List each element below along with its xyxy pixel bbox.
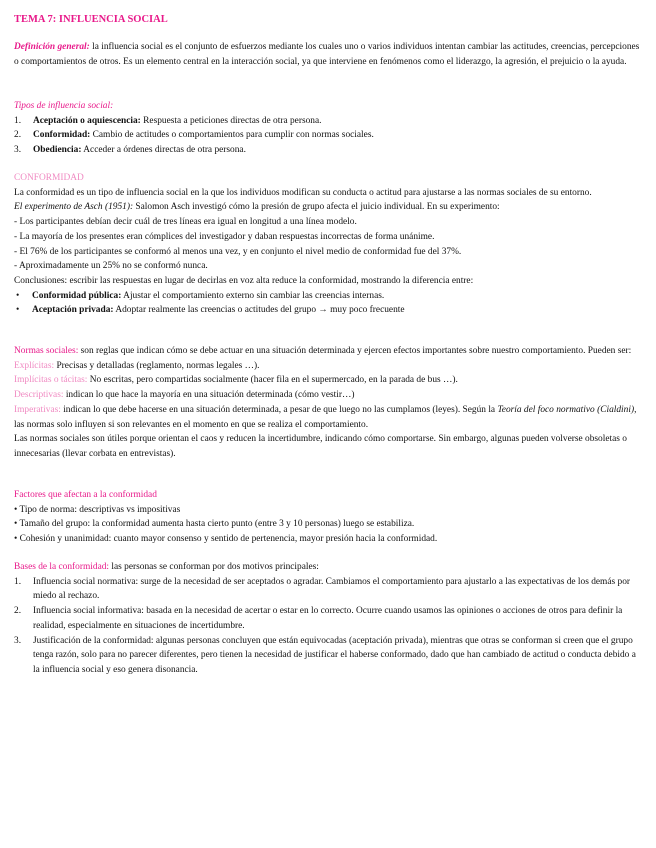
list-term: Obediencia: xyxy=(33,145,82,156)
list-text: Respuesta a peticiones directas de otra persona. xyxy=(140,115,322,126)
definition-label: Definición general: xyxy=(14,42,90,52)
list-number: 2. xyxy=(14,606,22,617)
list-text: Influencia social normativa: surge de la necesidad de ser aceptados o agradar. Cambiamos el comportamiento para ajustarlo a las expectativas de los demás por miedo al rechazo. xyxy=(33,576,631,602)
definition-text: la influencia social es el conjunto de esfuerzos mediante los cuales uno o varios individuos intentan cambiar las actitudes, creencias, percepciones o comportamientos de otros. Es un elemento central en la interacción social, ya que interviene en fenómenos como el liderazgo, la agresión, el prejuicio o la ayuda. xyxy=(14,42,640,67)
factor-item: • Tipo de norma: descriptivas vs impositivas xyxy=(14,504,181,515)
asch-label: El experimento de Asch (1951): xyxy=(14,202,134,213)
norm-type xyxy=(14,403,642,432)
norms-section xyxy=(14,344,642,462)
types-section xyxy=(14,99,642,158)
asch-item: - El 76% de los participantes se conformó al menos una vez, y en conjunto el nivel medio de conformidad fue del 37%. xyxy=(14,246,462,257)
list-text: Cambio de actitudes o comportamientos para cumplir con normas sociales. xyxy=(90,130,374,141)
bullet-text: Ajustar el comportamiento externo sin cambiar las creencias internas. xyxy=(121,290,385,301)
norm-type xyxy=(14,359,642,374)
norm-type xyxy=(14,388,642,403)
list-number: 1. xyxy=(14,115,22,126)
list-term: Conformidad: xyxy=(33,130,91,141)
bases-text: las personas se conforman por dos motivos principales: xyxy=(109,562,319,572)
bullet-icon: • xyxy=(16,290,20,301)
list-number: 3. xyxy=(14,635,22,646)
norm-type-name: Imperativas: xyxy=(14,404,61,415)
bullet-item xyxy=(14,303,642,318)
list-text: Influencia social informativa: basada en la necesidad de acertar o estar en lo correcto. Ocurre cuando usamos las opiniones o acciones de otros para definir la realidad, especialmente en situaciones de incertidumbre. xyxy=(33,606,623,631)
norm-type-text: Precisas y detalladas (reglamento, normas legales …). xyxy=(54,360,260,371)
list-number: 3. xyxy=(14,145,22,156)
list-item xyxy=(14,128,642,143)
conformity-intro: La conformidad es un tipo de influencia social en la que los individuos modifican su conducta o actitud para ajustarse a las normas sociales de su entorno. xyxy=(14,187,592,198)
asch-item: - Aproximadamente un 25% no se conformó nunca. xyxy=(14,261,208,272)
list-item xyxy=(14,604,642,633)
asch-item: - Los participantes debían decir cuál de tres líneas era igual en longitud a una línea modelo. xyxy=(14,217,357,228)
bases-label: Bases de la conformidad: xyxy=(14,562,110,572)
norm-type-name: Implícitas o tácitas: xyxy=(14,375,88,386)
norm-type-name: Descriptivas: xyxy=(14,390,64,401)
bullet-term: Conformidad pública: xyxy=(32,290,122,301)
list-item xyxy=(14,634,642,678)
factor-item: • Tamaño del grupo: la conformidad aumenta hasta cierto punto (entre 3 y 10 personas) luego se estabiliza. xyxy=(14,519,415,530)
bullet-text: Adoptar realmente las creencias o actitudes del grupo → muy poco frecuente xyxy=(113,305,405,316)
factors-section xyxy=(14,488,642,547)
norm-type-name: Explícitas: xyxy=(14,360,55,371)
asch-paragraph xyxy=(14,200,642,215)
norms-final: Las normas sociales son útiles porque orientan el caos y reducen la incertidumbre, indicando cómo comportarse. Sin embargo, algunas pueden volverse obsoletas o innecesarias (llevar corbata en entrevistas). xyxy=(14,434,627,459)
norm-type-text: , las normas solo influyen si son relevantes en el momento en que se realiza el comportamiento. xyxy=(14,404,637,430)
norm-type-text: indican lo que debe hacerse en una situación determinada, a pesar de que luego no las cumplamos (leyes). Según la xyxy=(60,404,498,415)
types-heading: Tipos de influencia social: xyxy=(14,101,114,111)
list-number: 1. xyxy=(14,576,22,587)
list-item xyxy=(14,114,642,129)
norms-intro xyxy=(14,344,642,359)
norms-label: Normas sociales: xyxy=(14,346,79,356)
conclusions-text: Conclusiones: escribir las respuestas en lugar de decirlas en voz alta reduce la conformidad, mostrando la diferencia entre: xyxy=(14,275,474,286)
asch-item: - La mayoría de los presentes eran cómplices del investigador y daban respuestas incorrectas de forma unánime. xyxy=(14,231,435,242)
bullet-item xyxy=(14,289,642,304)
bases-section xyxy=(14,560,642,678)
list-item xyxy=(14,143,642,158)
page-title: TEMA 7: INFLUENCIA SOCIAL xyxy=(14,14,168,25)
list-text: Acceder a órdenes directas de otra persona. xyxy=(81,145,246,156)
list-term: Aceptación o aquiescencia: xyxy=(33,115,141,126)
bases-intro xyxy=(14,560,642,575)
factors-heading: Factores que afectan a la conformidad xyxy=(14,490,157,500)
bullet-term: Aceptación privada: xyxy=(32,305,114,316)
conformity-heading: CONFORMIDAD xyxy=(14,173,84,183)
list-number: 2. xyxy=(14,130,22,141)
theory-name: Teoría del foco normativo (Cialdini) xyxy=(497,404,635,415)
norms-text: son reglas que indican cómo se debe actuar en una situación determinada y ejercen efectos importantes sobre nuestro comportamiento. Pueden ser: xyxy=(78,346,632,356)
factor-item: • Cohesión y unanimidad: cuanto mayor consenso y sentido de pertenencia, mayor presión hacia la conformidad. xyxy=(14,534,438,545)
norm-type-text: indican lo que hace la mayoría en una situación determinada (cómo vestir…) xyxy=(63,390,355,401)
asch-text: Salomon Asch investigó cómo la presión de grupo afecta el juicio individual. En su experimento: xyxy=(133,202,500,213)
definition-paragraph xyxy=(14,40,642,69)
list-text: Justificación de la conformidad: algunas personas concluyen que están equivocadas (aceptación privada), mientras que otras se conforman si creen que el grupo tenga razón, solo para no parecer diferentes, pero tienen la necesidad de justificar el haberse conformado, dado que han cambiado de actitud o conducta debido a la influencia social y eso genera disonancia. xyxy=(33,635,636,675)
bullet-icon: • xyxy=(16,305,20,316)
norm-type xyxy=(14,373,642,388)
norm-type-text: No escritas, pero compartidas socialmente (hacer fila en el supermercado, en la parada de bus …). xyxy=(87,375,458,386)
conformity-section xyxy=(14,171,642,318)
list-item xyxy=(14,575,642,604)
